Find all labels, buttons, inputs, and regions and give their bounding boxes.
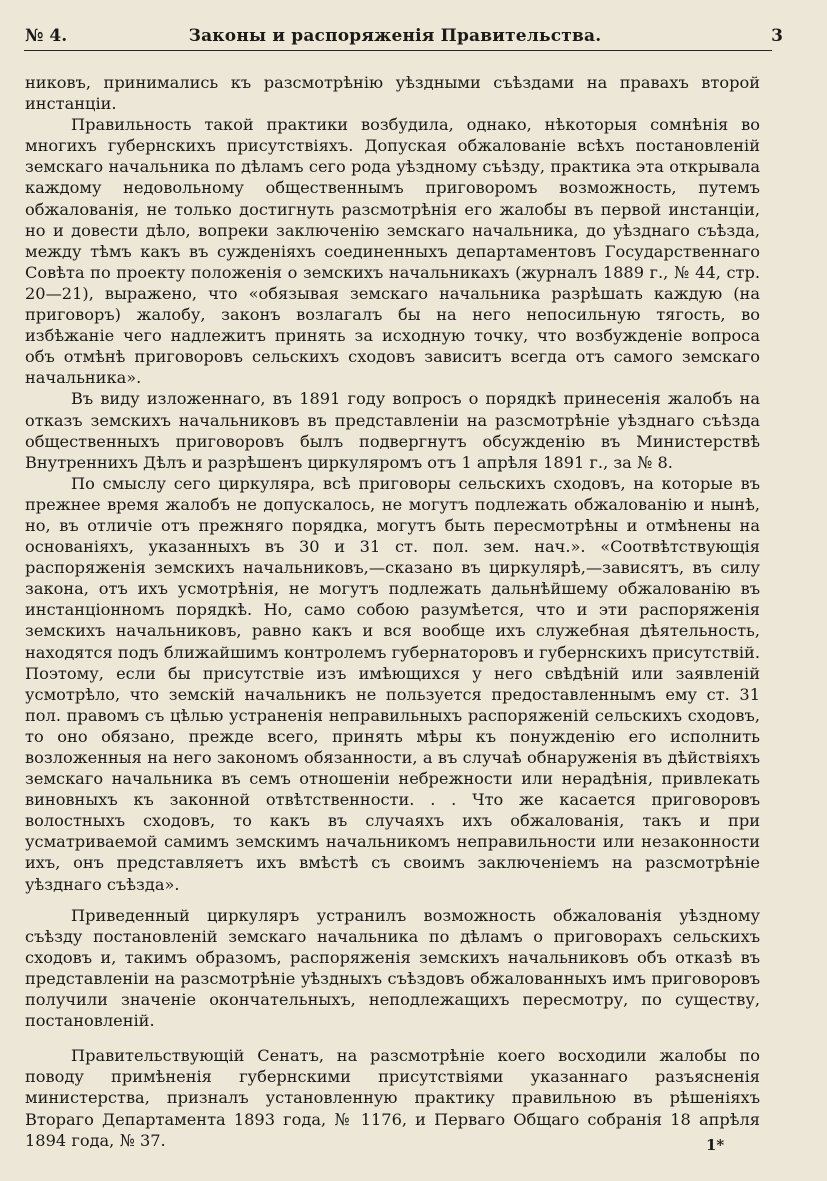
paragraph: Приведенный циркуляръ устранилъ возможность обжалованія уѣздному съѣзду постановленій земскаго начальника по дѣламъ о приговорахъ сельскихъ сходовъ и, такимъ образомъ, распоряженія земскихъ начальниковъ объ отказѣ въ представленіи на разсмотрѣніе уѣздныхъ съѣздовъ обжалованныхъ имъ приговоровъ получили значеніе окончательныхъ, неподлежащихъ пересмотру, по существу, постановленій. — [25, 905, 760, 1031]
running-title: Законы и распоряженія Правительства. — [188, 26, 602, 46]
issue-number: № 4. — [25, 26, 68, 46]
paragraph: Правильность такой практики возбудила, однако, нѣкоторыя сомнѣнія во многихъ губернскихъ присутствіяхъ. Допуская обжалованіе всѣхъ постановленій земскаго начальника по дѣламъ сего рода уѣздному съѣзду, практика эта открывала каждому недовольному общественнымъ приговоромъ возможность, путемъ обжалованія, не только достигнуть разсмотрѣнія его жалобы въ первой инстанціи, но и довести дѣло, вопреки заключенію земскаго начальника, до уѣзднаго съѣзда, между тѣмъ какъ въ сужденіяхъ соединенныхъ департаментовъ Государственнаго Совѣта по проекту положенія о земскихъ начальникахъ (журналъ 1889 г., № 44, стр. 20—21), выражено, что «обязывая земскаго начальника разрѣшать каждую (на приговоръ) жалобу, законъ возлагалъ бы на него непосильную тягость, во избѣжаніе чего надлежитъ принять за исходную точку, что возбужденіе вопроса объ отмѣнѣ приговоровъ сельскихъ сходовъ зависитъ всегда отъ самого земскаго начальника». — [25, 115, 760, 388]
page-header — [25, 26, 783, 50]
paragraph: Правительствующій Сенатъ, на разсмотрѣніе коего восходили жалобы по поводу примѣненія губернскими присутствіями указаннаго разъясненія министерства, призналъ установленную практику правильною въ рѣшеніяхъ Втораго Департамента 1893 года, № 1176, и Перваго Общаго собранія 18 апрѣля 1894 года, № 37. — [25, 1046, 760, 1150]
paragraph: По смыслу сего циркуляра, всѣ приговоры сельскихъ сходовъ, на которые въ прежнее время жалобъ не допускалось, не могутъ подлежать обжалованію и нынѣ, но, въ отличіе отъ прежняго порядка, могутъ быть пересмотрѣны и отмѣнены на основаніяхъ, указанныхъ въ 30 и 31 ст. пол. зем. нач.». «Соотвѣтствующія распоряженія земскихъ начальниковъ,—сказано въ циркулярѣ,—зависятъ, въ силу закона, отъ ихъ усмотрѣнія, не могутъ подлежать дальнѣйшему обжалованію въ инстанціонномъ порядкѣ. Но, само собою разумѣется, что и эти распоряженія земскихъ начальниковъ, равно какъ и вся вообще ихъ служебная дѣятельность, находятся подъ ближайшимъ контролемъ губернаторовъ и губернскихъ присутствій. Поэтому, если бы присутствіе изъ имѣющихся у него свѣдѣній или заявленій усмотрѣло, что земскій начальникъ не пользуется предоставленнымъ ему ст. 31 пол. правомъ съ цѣлью устраненія неправильныхъ распоряженій сельскихъ сходовъ, то оно обязано, прежде всего, принять мѣры къ понужденію его исполнить возложенныя на него закономъ обязанности, а въ случаѣ обнаруженія въ дѣйствіяхъ земскаго начальника въ семъ отношеніи небрежности или нерадѣнія, привлекать виновныхъ къ законной отвѣтственности. . . Что же касается приговоровъ волостныхъ сходовъ, то какъ въ случаяхъ ихъ обжалованія, такъ и при усматриваемой самимъ земскимъ начальникомъ неправильности или незаконности ихъ, онъ представляетъ ихъ вмѣстѣ съ своимъ заключеніемъ на разсмотрѣніе уѣзднаго съѣзда». — [25, 473, 760, 894]
header-rule — [24, 50, 772, 51]
page-number: 3 — [771, 26, 783, 46]
signature-mark: 1* — [706, 1136, 725, 1154]
paragraph-continuation: никовъ, принимались къ разсмотрѣнію уѣздными съѣздами на правахъ второй инстанціи. — [25, 73, 760, 114]
paragraph: Въ виду изложеннаго, въ 1891 году вопросъ о порядкѣ принесенія жалобъ на отказъ земскихъ начальниковъ въ представленіи на разсмотрѣніе уѣзднаго съѣзда общественныхъ приговоровъ былъ подвергнутъ обсужденію въ Министерствѣ Внутреннихъ Дѣлъ и разрѣшенъ циркуляромъ отъ 1 апрѣля 1891 г., за № 8. — [25, 389, 760, 472]
body-text — [25, 72, 760, 1151]
